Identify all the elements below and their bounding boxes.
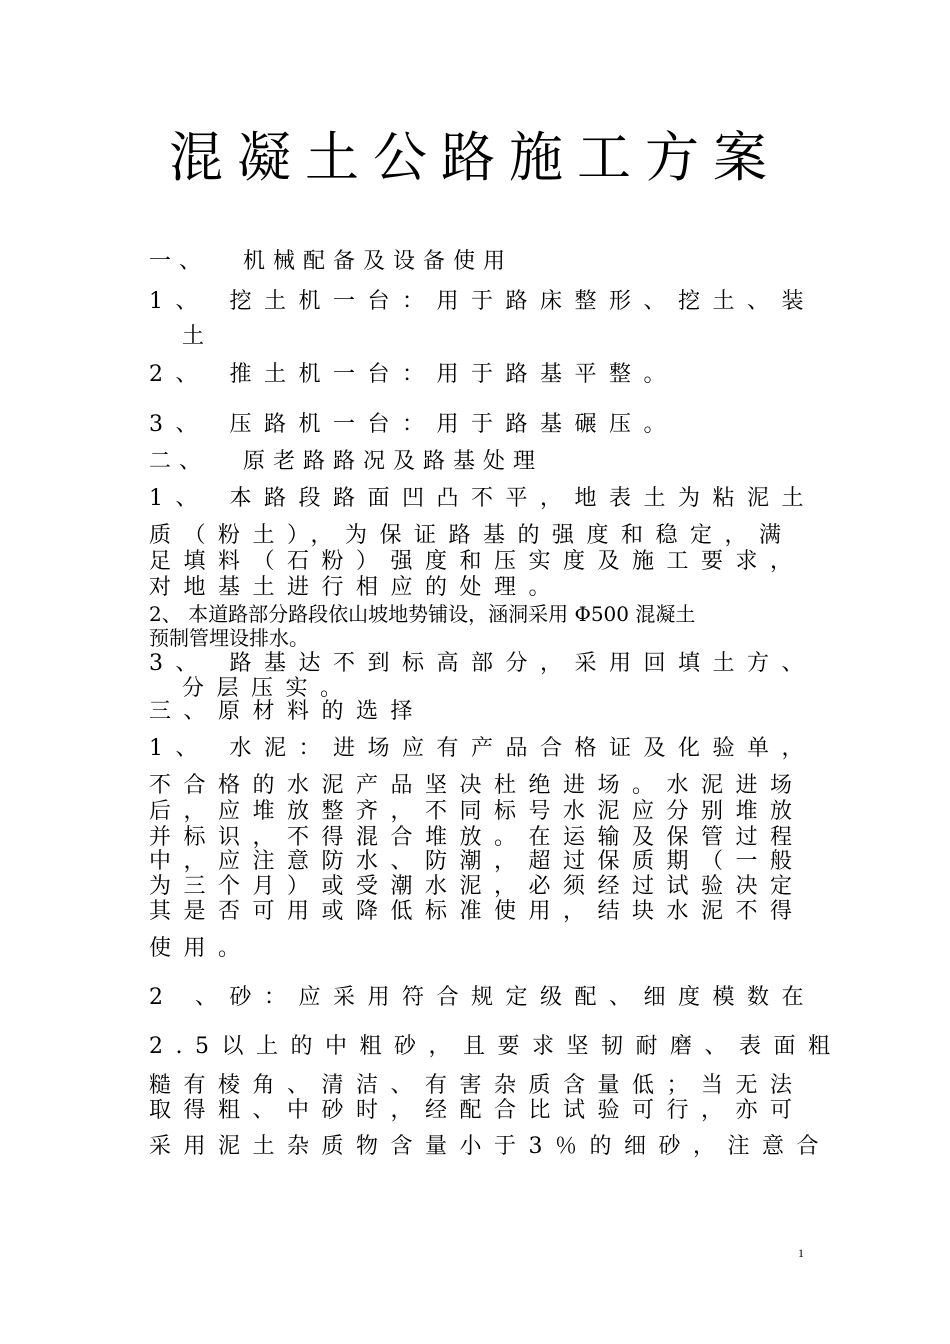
body-line: 不合格的水泥产品坚决杜绝进场。水泥进场 [149,773,805,798]
body-line: 质（粉土），为保证路基的强度和稳定，满 [149,523,794,548]
body-line: 1、 本路段路面凹凸不平，地表土为粘泥土 [149,486,816,511]
body-line: 1、 挖土机一台：用于路床整形、挖土、装 [149,289,816,314]
body-line: 2 、砂：应采用符合规定级配、细度模数在 [149,985,816,1010]
body-line: 为三个月）或受潮水泥，必须经过试验决定 [149,874,805,899]
page-number: 1 [798,1246,804,1260]
body-line: 3、 路基达不到标高部分，采用回填土方、 [149,651,816,676]
section-heading-2: 二、 原老路路况及路基处理 [149,449,543,474]
body-line: 取得粗、中砂时，经配合比试验可行，亦可 [149,1098,805,1123]
body-line: 1、 水泥：进场应有产品合格证及化验单， [149,736,816,761]
body-line: 3、 压路机一台：用于路基碾压。 [149,412,678,437]
body-line: 足填料（石粉）强度和压实度及施工要求， [149,549,805,574]
body-line: 对地基土进行相应的处理。 [149,575,564,600]
body-line: 糙有棱角、清洁、有害杂质含量低；当无法 [149,1073,805,1098]
section-heading-3: 三、原材料的选择 [149,699,426,724]
body-line: 2、 本道路部分路段依山坡地势铺设，涵洞采用 Φ500 混凝土 [149,602,696,626]
body-line: 预制管埋设排水。 [149,626,309,650]
body-line: 其是否可用或降低标准使用，结块水泥不得 [149,899,805,924]
body-line: 土 [182,324,205,349]
body-line: 分层压实。 [182,676,355,701]
body-line: 2.5以上的中粗砂，且要求坚韧耐磨、表面粗 [149,1034,843,1059]
body-line: 2、 推土机一台：用于路基平整。 [149,362,678,387]
body-line: 采用泥土杂质物含量小于3％的细砂，注意合 [149,1134,831,1159]
section-heading-1: 一、 机械配备及设备使用 [149,249,513,274]
body-line: 并标识，不得混合堆放。在运输及保管过程 [149,825,805,850]
body-line: 中，应注意防水、防潮，超过保质期（一般 [149,849,805,874]
body-line: 后，应堆放整齐，不同标号水泥应分别堆放 [149,799,805,824]
body-line: 使用。 [149,936,253,961]
page-title: 混凝土公路施工方案 [169,126,781,189]
